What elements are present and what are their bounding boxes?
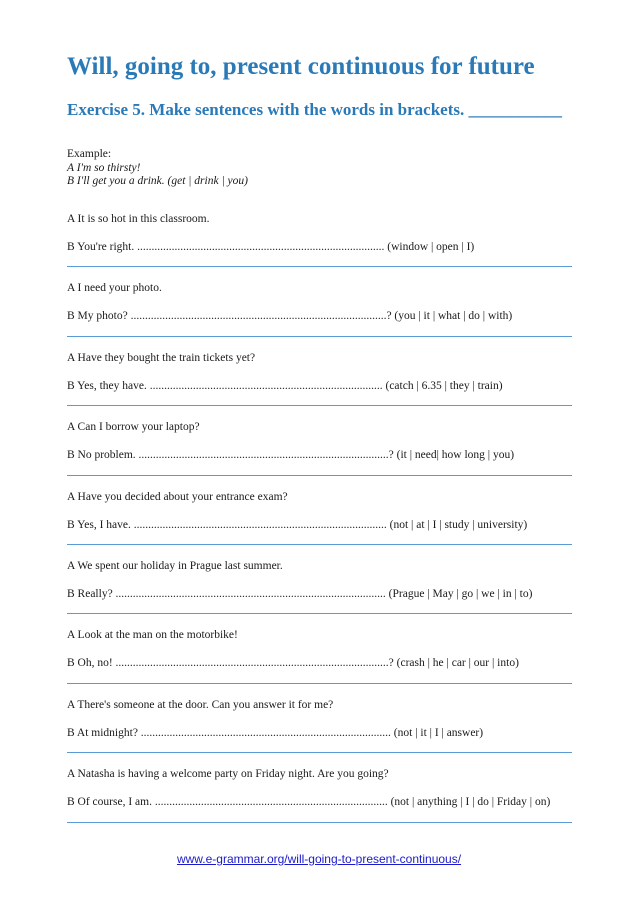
- exercise-item: [67, 753, 572, 822]
- speaker-b-line[interactable]: B My photo? .........................................................................................? (you | it | what | do | with): [67, 310, 513, 323]
- exercise-list: [67, 198, 572, 823]
- speaker-a-line: A Look at the man on the motorbike!: [67, 629, 238, 642]
- exercise-item: [67, 476, 572, 545]
- example-block: [67, 148, 248, 189]
- exercise-item: [67, 684, 572, 753]
- footer-link[interactable]: www.e-grammar.org/will-going-to-present-continuous/: [176, 852, 462, 866]
- example-label: Example:: [67, 148, 112, 160]
- speaker-b-line[interactable]: B Really? .............................................................................................. (Prague | May | go | we | in | to): [67, 587, 533, 600]
- speaker-a-line: A I need your photo.: [67, 282, 162, 295]
- exercise-item: [67, 406, 572, 475]
- speaker-b-line[interactable]: B At midnight? ....................................................................................... (not | it | I | answer): [67, 726, 484, 739]
- speaker-b-line[interactable]: B No problem. .......................................................................................? (it | need| how long | you): [67, 449, 515, 462]
- speaker-b-line[interactable]: B Yes, they have. ................................................................................. (catch | 6.35 | they | train): [67, 379, 503, 392]
- speaker-a-line: A There's someone at the door. Can you answer it for me?: [67, 698, 334, 711]
- divider: [67, 822, 572, 823]
- speaker-a-line: A Can I borrow your laptop?: [67, 421, 200, 434]
- speaker-a-line: A Have you decided about your entrance exam?: [67, 490, 288, 503]
- speaker-a-line: A It is so hot in this classroom.: [67, 213, 210, 225]
- speaker-a-line: A Have they bought the train tickets yet?: [67, 351, 256, 364]
- exercise-item: [67, 614, 572, 683]
- exercise-item: [67, 198, 572, 267]
- example-line-b: B I'll get you a drink. (get | drink | you): [67, 175, 248, 187]
- speaker-b-line[interactable]: B Yes, I have. ........................................................................................ (not | at | I | study | university): [67, 518, 528, 531]
- speaker-b-line[interactable]: B Oh, no! ...............................................................................................? (crash | he | car | our | into): [67, 657, 519, 670]
- exercise-item: [67, 337, 572, 406]
- example-line-a: A I'm so thirsty!: [67, 161, 141, 174]
- speaker-b-line[interactable]: B You're right. ...................................................................................... (window | open | I): [67, 241, 475, 253]
- speaker-a-line: A We spent our holiday in Prague last summer.: [67, 559, 283, 572]
- exercise-heading: Exercise 5. Make sentences with the words in brackets. ___________: [67, 100, 563, 119]
- speaker-b-line[interactable]: B Of course, I am. ................................................................................. (not | anything | I | do | Friday | on): [67, 796, 551, 809]
- exercise-item: [67, 545, 572, 614]
- speaker-a-line: A Natasha is having a welcome party on Friday night. Are you going?: [67, 768, 389, 781]
- page-title: Will, going to, present continuous for future: [67, 53, 535, 80]
- exercise-item: [67, 267, 572, 336]
